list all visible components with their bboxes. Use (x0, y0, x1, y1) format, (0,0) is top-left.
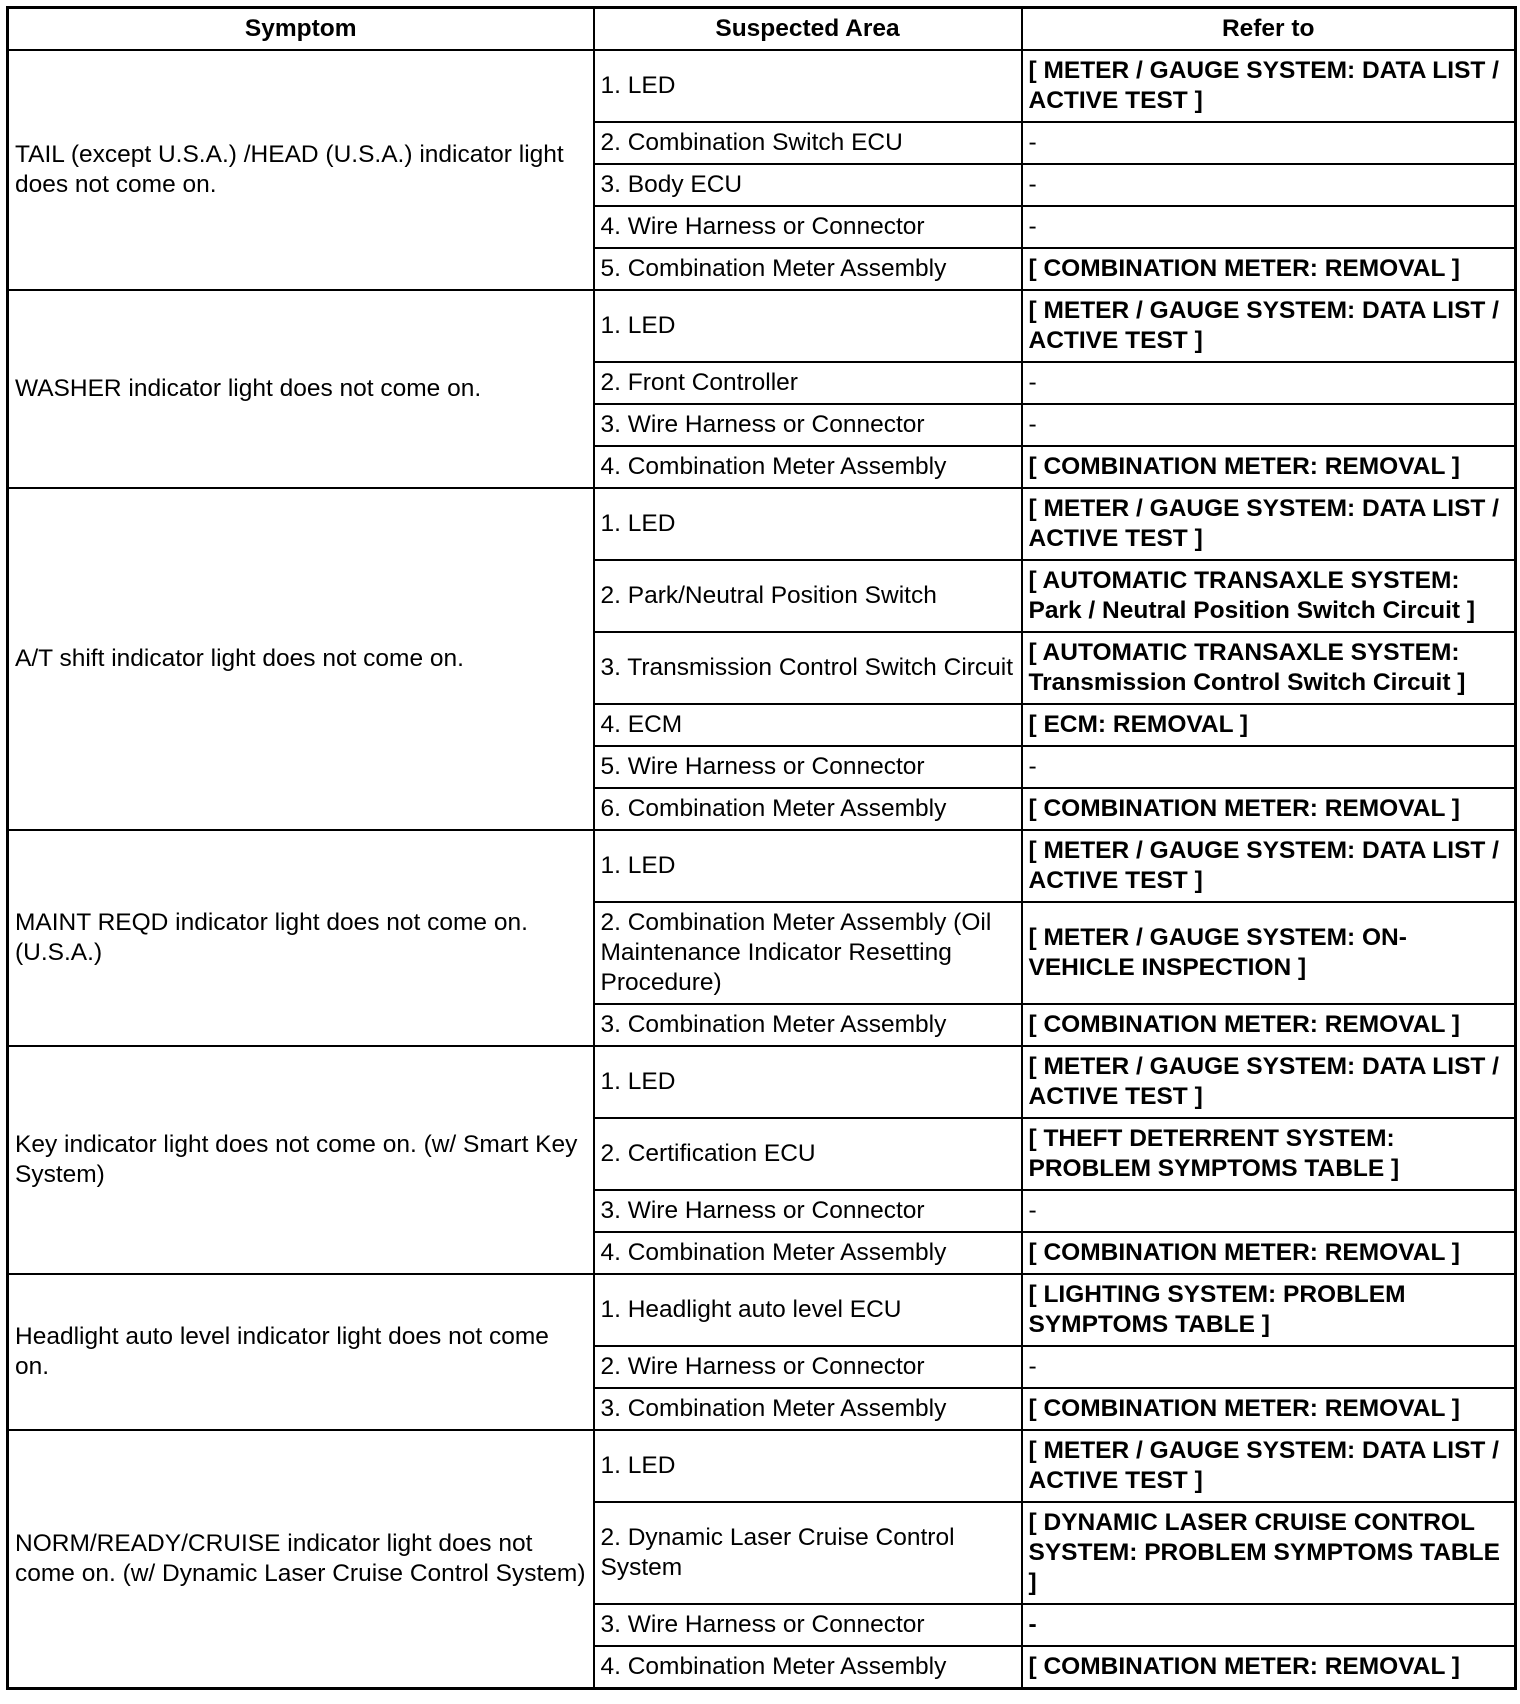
suspected-area-cell: 2. Combination Meter Assembly (Oil Maintenance Indicator Resetting Procedure) (594, 902, 1022, 1004)
suspected-area-cell: 1. LED (594, 290, 1022, 362)
symptom-cell: WASHER indicator light does not come on. (8, 290, 594, 488)
refer-to-cell: [ AUTOMATIC TRANSAXLE SYSTEM: Transmission Control Switch Circuit ] (1022, 632, 1516, 704)
table-row (8, 1430, 1516, 1502)
suspected-area-cell: 1. LED (594, 1430, 1022, 1502)
suspected-area-cell: 4. ECM (594, 704, 1022, 746)
table-row (8, 1046, 1516, 1118)
refer-to-cell: [ METER / GAUGE SYSTEM: DATA LIST / ACTIVE TEST ] (1022, 1430, 1516, 1502)
suspected-area-cell: 2. Front Controller (594, 362, 1022, 404)
refer-to-cell: - (1022, 122, 1516, 164)
table-row (8, 488, 1516, 560)
symptom-cell: Key indicator light does not come on. (w/ Smart Key System) (8, 1046, 594, 1274)
refer-to-cell: [ LIGHTING SYSTEM: PROBLEM SYMPTOMS TABLE ] (1022, 1274, 1516, 1346)
refer-to-cell: [ METER / GAUGE SYSTEM: ON-VEHICLE INSPECTION ] (1022, 902, 1516, 1004)
suspected-area-cell: 2. Certification ECU (594, 1118, 1022, 1190)
refer-to-cell: [ METER / GAUGE SYSTEM: DATA LIST / ACTIVE TEST ] (1022, 50, 1516, 122)
suspected-area-cell: 1. LED (594, 488, 1022, 560)
refer-to-cell: [ COMBINATION METER: REMOVAL ] (1022, 248, 1516, 290)
suspected-area-cell: 2. Dynamic Laser Cruise Control System (594, 1502, 1022, 1604)
symptom-table (6, 6, 1517, 1690)
table-row (8, 830, 1516, 902)
refer-to-cell: [ COMBINATION METER: REMOVAL ] (1022, 446, 1516, 488)
refer-to-cell: [ DYNAMIC LASER CRUISE CONTROL SYSTEM: PROBLEM SYMPTOMS TABLE ] (1022, 1502, 1516, 1604)
suspected-area-cell: 2. Park/Neutral Position Switch (594, 560, 1022, 632)
refer-to-cell: - (1022, 1604, 1516, 1646)
refer-to-cell: - (1022, 746, 1516, 788)
table-body (8, 50, 1516, 1688)
suspected-area-cell: 1. LED (594, 50, 1022, 122)
refer-to-cell: [ METER / GAUGE SYSTEM: DATA LIST / ACTIVE TEST ] (1022, 1046, 1516, 1118)
symptom-cell: A/T shift indicator light does not come on. (8, 488, 594, 830)
refer-to-cell: [ ECM: REMOVAL ] (1022, 704, 1516, 746)
refer-to-cell: [ METER / GAUGE SYSTEM: DATA LIST / ACTIVE TEST ] (1022, 290, 1516, 362)
table-row (8, 50, 1516, 122)
refer-to-cell: [ AUTOMATIC TRANSAXLE SYSTEM: Park / Neutral Position Switch Circuit ] (1022, 560, 1516, 632)
suspected-area-cell: 2. Combination Switch ECU (594, 122, 1022, 164)
suspected-area-cell: 5. Wire Harness or Connector (594, 746, 1022, 788)
refer-to-cell: - (1022, 1190, 1516, 1232)
refer-to-cell: - (1022, 362, 1516, 404)
refer-to-cell: [ COMBINATION METER: REMOVAL ] (1022, 1004, 1516, 1046)
suspected-area-cell: 2. Wire Harness or Connector (594, 1346, 1022, 1388)
suspected-area-cell: 3. Transmission Control Switch Circuit (594, 632, 1022, 704)
suspected-area-cell: 4. Combination Meter Assembly (594, 446, 1022, 488)
refer-to-cell: [ COMBINATION METER: REMOVAL ] (1022, 788, 1516, 830)
header-row (8, 8, 1516, 51)
refer-to-cell: - (1022, 404, 1516, 446)
symptom-cell: TAIL (except U.S.A.) /HEAD (U.S.A.) indicator light does not come on. (8, 50, 594, 290)
header-suspected-area: Suspected Area (594, 8, 1022, 51)
suspected-area-cell: 5. Combination Meter Assembly (594, 248, 1022, 290)
symptom-cell: Headlight auto level indicator light does not come on. (8, 1274, 594, 1430)
refer-to-cell: [ METER / GAUGE SYSTEM: DATA LIST / ACTIVE TEST ] (1022, 830, 1516, 902)
refer-to-cell: [ METER / GAUGE SYSTEM: DATA LIST / ACTIVE TEST ] (1022, 488, 1516, 560)
symptom-cell: MAINT REQD indicator light does not come on. (U.S.A.) (8, 830, 594, 1046)
suspected-area-cell: 3. Body ECU (594, 164, 1022, 206)
suspected-area-cell: 6. Combination Meter Assembly (594, 788, 1022, 830)
suspected-area-cell: 1. Headlight auto level ECU (594, 1274, 1022, 1346)
table-row (8, 1274, 1516, 1346)
suspected-area-cell: 3. Combination Meter Assembly (594, 1388, 1022, 1430)
refer-to-cell: - (1022, 164, 1516, 206)
refer-to-cell: [ COMBINATION METER: REMOVAL ] (1022, 1388, 1516, 1430)
suspected-area-cell: 1. LED (594, 830, 1022, 902)
symptom-cell: NORM/READY/CRUISE indicator light does not come on. (w/ Dynamic Laser Cruise Control System) (8, 1430, 594, 1688)
refer-to-cell: - (1022, 206, 1516, 248)
suspected-area-cell: 3. Wire Harness or Connector (594, 404, 1022, 446)
refer-to-cell: [ THEFT DETERRENT SYSTEM: PROBLEM SYMPTOMS TABLE ] (1022, 1118, 1516, 1190)
header-refer-to: Refer to (1022, 8, 1516, 51)
refer-to-cell: - (1022, 1346, 1516, 1388)
refer-to-cell: [ COMBINATION METER: REMOVAL ] (1022, 1232, 1516, 1274)
suspected-area-cell: 1. LED (594, 1046, 1022, 1118)
suspected-area-cell: 3. Wire Harness or Connector (594, 1604, 1022, 1646)
table-row (8, 290, 1516, 362)
suspected-area-cell: 4. Wire Harness or Connector (594, 206, 1022, 248)
suspected-area-cell: 3. Combination Meter Assembly (594, 1004, 1022, 1046)
suspected-area-cell: 4. Combination Meter Assembly (594, 1646, 1022, 1688)
suspected-area-cell: 4. Combination Meter Assembly (594, 1232, 1022, 1274)
suspected-area-cell: 3. Wire Harness or Connector (594, 1190, 1022, 1232)
refer-to-cell: [ COMBINATION METER: REMOVAL ] (1022, 1646, 1516, 1688)
header-symptom: Symptom (8, 8, 594, 51)
